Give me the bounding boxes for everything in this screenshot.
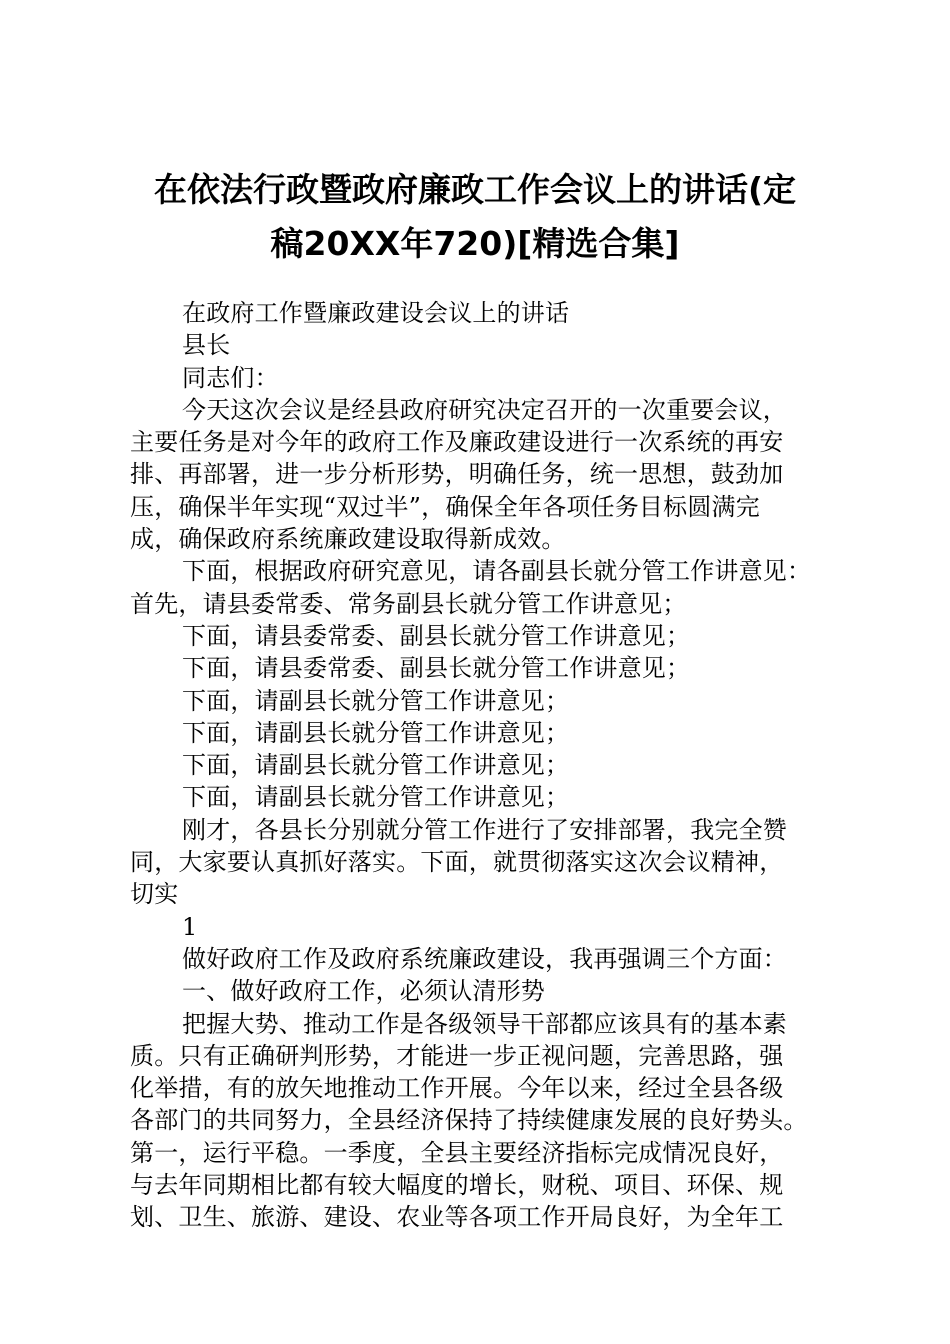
paragraph-line: 下面，请副县长就分管工作讲意见； <box>182 783 570 812</box>
paragraph-line: 主要任务是对今年的政府工作及廉政建设进行一次系统的再安 <box>130 428 784 457</box>
paragraph-line: 第一，运行平稳。一季度，全县主要经济指标完成情况良好， <box>130 1138 784 1167</box>
paragraph-line: 今天这次会议是经县政府研究决定召开的一次重要会议， <box>182 395 787 424</box>
paragraph-line: 县长 <box>182 331 231 360</box>
paragraph-line: 在政府工作暨廉政建设会议上的讲话 <box>182 299 570 327</box>
paragraph-line: 下面，根据政府研究意见，请各副县长就分管工作讲意见： <box>182 557 812 586</box>
paragraph-line: 化举措，有的放矢地推动工作开展。今年以来，经过全县各级 <box>130 1074 784 1103</box>
paragraph-line: 同志们： <box>182 363 279 392</box>
paragraph-line: 1 <box>182 912 198 941</box>
paragraph-line: 划、卫生、旅游、建设、农业等各项工作开局良好，为全年工 <box>130 1203 784 1232</box>
document-title-line-1: 在依法行政暨政府廉政工作会议上的讲话(定 <box>153 170 797 209</box>
paragraph-line: 排、再部署，进一步分析形势，明确任务，统一思想，鼓劲加 <box>130 460 784 489</box>
paragraph-line: 下面，请副县长就分管工作讲意见； <box>182 751 570 780</box>
paragraph-line: 做好政府工作及政府系统廉政建设，我再强调三个方面： <box>182 944 787 973</box>
paragraph-line: 成，确保政府系统廉政建设取得新成效。 <box>130 525 566 554</box>
paragraph-line: 同，大家要认真抓好落实。下面，就贯彻落实这次会议精神， <box>130 848 784 877</box>
paragraph-line: 下面，请副县长就分管工作讲意见； <box>182 718 570 747</box>
document-title-line-2: 稿20XX年720)[精选合集] <box>270 224 680 263</box>
paragraph-line: 把握大势、推动工作是各级领导干部都应该具有的基本素 <box>182 1009 787 1038</box>
paragraph-line: 下面，请县委常委、副县长就分管工作讲意见； <box>182 621 691 650</box>
paragraph-line: 刚才，各县长分别就分管工作进行了安排部署，我完全赞 <box>182 815 787 844</box>
paragraph-line: 各部门的共同努力，全县经济保持了持续健康发展的良好势头。 <box>130 1106 808 1135</box>
paragraph-line: 压，确保半年实现“双过半”，确保全年各项任务目标圆满完 <box>130 492 760 521</box>
paragraph-line: 与去年同期相比都有较大幅度的增长，财税、项目、环保、规 <box>130 1171 784 1200</box>
paragraph-line: 质。只有正确研判形势，才能进一步正视问题，完善思路，强 <box>130 1041 784 1070</box>
paragraph-line: 下面，请县委常委、副县长就分管工作讲意见； <box>182 654 691 683</box>
document-body <box>130 297 850 1234</box>
paragraph-line: 一、做好政府工作，必须认清形势 <box>182 977 545 1006</box>
paragraph-line: 下面，请副县长就分管工作讲意见； <box>182 686 570 715</box>
paragraph-line: 首先，请县委常委、常务副县长就分管工作讲意见； <box>130 589 687 618</box>
paragraph-line: 切实 <box>130 880 179 909</box>
